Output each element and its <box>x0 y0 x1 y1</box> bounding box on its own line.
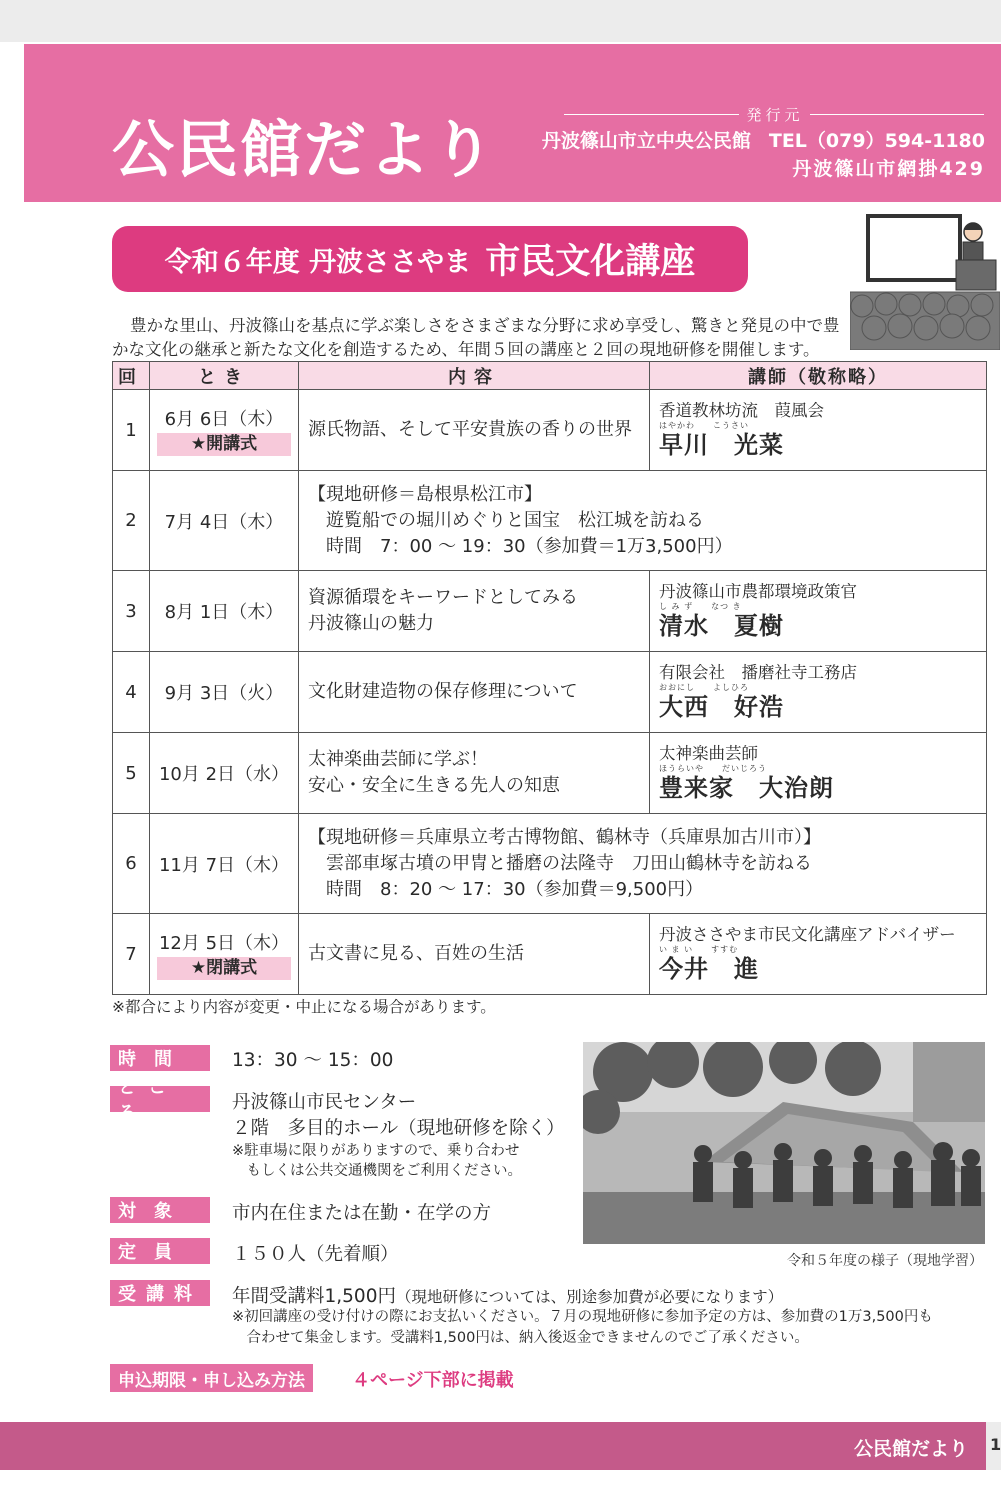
target-value: 市内在住または在勤・在学の方 <box>232 1203 492 1224</box>
fee-paren: （現地研修については、別途参加費が必要になります） <box>395 1288 784 1306</box>
lecturer-name: 清水 夏樹 <box>659 612 784 640</box>
fee-main: 年間受講料1,500円 <box>232 1286 396 1307</box>
intro-line: 豊かな里山、丹波篠山を基点に学ぶ楽しさをさまざまな分野に求め享受し、驚きと発見の中で豊 <box>130 316 840 335</box>
lecturer-name: 今井 進 <box>659 955 759 983</box>
row-date: 8月 1日（木） <box>150 571 299 652</box>
row-lecturer <box>650 571 987 652</box>
row-content <box>299 652 650 733</box>
row-date-cell <box>150 390 299 471</box>
lecturer-org: 丹波篠山市農都環境政策官 <box>659 582 857 601</box>
lecturer-ruby: おおにし よしひろ <box>659 683 749 692</box>
publisher-tel: TEL（079）594-1180 <box>768 130 985 152</box>
row-content <box>299 471 987 571</box>
publisher-label <box>564 104 984 125</box>
lecturer-org: 丹波ささやま市民文化講座アドバイザー <box>659 925 956 944</box>
row-date: 10月 2日（水） <box>150 733 299 814</box>
table-row <box>113 390 987 471</box>
intro-text <box>112 314 852 362</box>
course-banner <box>112 226 748 292</box>
fee-note: 合わせて集金します。受講料1,500円は、納入後返金できませんのでご了承ください。 <box>232 1330 809 1346</box>
column-header-lecturer: 講師（敬称略） <box>650 362 987 390</box>
content-line: 時間 7：00 ～ 19：30（参加費＝1万3,500円） <box>308 535 733 557</box>
row-content <box>299 733 650 814</box>
column-header-num: 回 <box>113 362 150 390</box>
place-note: もしくは公共交通機関をご利用ください。 <box>232 1163 522 1179</box>
intro-line: かな文化の継承と新たな文化を創造するため、年間５回の講座と２回の現地研修を開催します。 <box>112 340 820 359</box>
row-content <box>299 914 650 995</box>
ceremony-tag: ★開講式 <box>157 433 291 456</box>
content-line: 源氏物語、そして平安貴族の香りの世界 <box>308 419 632 440</box>
row-number: 4 <box>113 652 150 733</box>
publisher-name: 丹波篠山市立中央公民館 <box>541 130 751 152</box>
row-number: 7 <box>113 914 150 995</box>
capacity-value: １５０人（先着順） <box>232 1244 399 1265</box>
row-number: 5 <box>113 733 150 814</box>
lecturer-name: 大西 好浩 <box>659 693 784 721</box>
content-line: 遊覧船での堀川めぐりと国宝 松江城を訪ねる <box>308 509 704 531</box>
lecturer-name: 早川 光菜 <box>659 431 784 459</box>
row-number: 2 <box>113 471 150 571</box>
content-line: 【現地研修＝兵庫県立考古博物館、鶴林寺（兵庫県加古川市）】 <box>308 826 821 848</box>
row-content <box>299 814 987 914</box>
lecturer-org: 香道教林坊流 葭風会 <box>659 401 824 420</box>
page-number-tab <box>986 1422 1001 1470</box>
row-number: 3 <box>113 571 150 652</box>
row-lecturer <box>650 652 987 733</box>
label-text: 受講料 <box>118 1284 202 1305</box>
content-line: 【現地研修＝島根県松江市】 <box>308 483 542 505</box>
ceremony-tag: ★閉講式 <box>157 957 291 980</box>
column-header-date: とき <box>150 362 299 390</box>
lecture-illustration <box>850 210 1000 350</box>
lecturer-ruby: し み ず なつ き <box>659 602 742 611</box>
row-date: 6月 6日（木） <box>164 408 284 430</box>
row-date: 9月 3日（火） <box>150 652 299 733</box>
content-line: 安心・安全に生きる先人の知恵 <box>308 775 560 796</box>
lecturer-ruby: い ま い すすむ <box>659 945 739 954</box>
row-date: 7月 4日（木） <box>150 471 299 571</box>
fee-value <box>232 1282 783 1308</box>
content-line: 資源循環をキーワードとしてみる <box>308 587 578 608</box>
capacity-label <box>110 1238 210 1264</box>
lecturer-name: 豊来家 大治朗 <box>659 774 834 802</box>
divider <box>564 114 739 115</box>
activity-photo <box>583 1042 985 1244</box>
newsletter-title: 公民館だより <box>112 113 497 186</box>
row-content <box>299 571 650 652</box>
place-floor: ２階 多目的ホール（現地研修を除く） <box>232 1118 565 1139</box>
schedule-table <box>112 361 987 995</box>
label-text: 定 員 <box>118 1242 172 1263</box>
photo-caption: 令和５年度の様子（現地学習） <box>787 1253 983 1269</box>
row-number: 1 <box>113 390 150 471</box>
place-value: 丹波篠山市民センター <box>232 1092 417 1113</box>
content-line: 文化財建造物の保存修理について <box>308 681 578 702</box>
row-date-cell <box>150 914 299 995</box>
label-text: 時 間 <box>118 1049 172 1070</box>
footer-title: 公民館だより <box>853 1438 968 1460</box>
label-text: ところ <box>118 1077 178 1124</box>
row-lecturer <box>650 733 987 814</box>
time-value: 13：30 ～ 15：00 <box>232 1050 394 1071</box>
row-content <box>299 390 650 471</box>
row-lecturer <box>650 914 987 995</box>
apply-label: 申込期限・申し込み方法 <box>110 1364 313 1392</box>
label-text: 対 象 <box>118 1201 172 1222</box>
row-lecturer <box>650 390 987 471</box>
lecturer-org: 太神楽曲芸師 <box>659 744 758 763</box>
schedule-note: ※都合により内容が変更・中止になる場合があります。 <box>112 998 496 1016</box>
table-row <box>113 571 987 652</box>
lecturer-ruby: ほうらいや だいじろう <box>659 764 767 773</box>
target-label <box>110 1197 210 1223</box>
footer-bar <box>0 1422 986 1470</box>
content-line: 雲部車塚古墳の甲冑と播磨の法隆寺 刀田山鶴林寺を訪ねる <box>308 852 812 874</box>
content-line: 古文書に見る、百姓の生活 <box>308 943 524 964</box>
table-row <box>113 471 987 571</box>
lecturer-ruby: はやかわ こうさい <box>659 421 749 430</box>
fee-note: ※初回講座の受け付けの際にお支払いください。７月の現地研修に参加予定の方は、参加費の1万3,500円も <box>232 1309 933 1325</box>
header-banner <box>24 44 1001 202</box>
table-row <box>113 733 987 814</box>
photo-image <box>583 1042 985 1244</box>
lecturer-org: 有限会社 播磨社寺工務店 <box>659 663 857 682</box>
table-row <box>113 914 987 995</box>
divider <box>810 114 985 115</box>
table-row <box>113 814 987 914</box>
banner-main: 市民文化講座 <box>485 242 696 282</box>
page-number: 1 <box>990 1435 1001 1454</box>
row-number: 6 <box>113 814 150 914</box>
content-line: 丹波篠山の魅力 <box>308 613 434 634</box>
publisher-address: 丹波篠山市網掛429 <box>792 158 985 180</box>
place-note: ※駐車場に限りがありますので、乗り合わせ <box>232 1143 520 1159</box>
publisher-label-text: 発行元 <box>746 106 804 124</box>
fee-label <box>110 1280 210 1306</box>
apply-reference: ４ページ下部に掲載 <box>352 1370 514 1391</box>
publisher-contact <box>542 126 985 153</box>
row-date: 12月 5日（木） <box>158 932 290 954</box>
content-line: 時間 8：20 ～ 17：30（参加費＝9,500円） <box>308 878 704 900</box>
newsletter-page <box>0 42 1001 1500</box>
time-label <box>110 1045 210 1071</box>
place-label <box>110 1077 210 1124</box>
row-date: 11月 7日（木） <box>150 814 299 914</box>
table-header-row <box>113 362 987 390</box>
table-row <box>113 652 987 733</box>
content-line: 太神楽曲芸師に学ぶ！ <box>308 749 488 770</box>
banner-prefix: 令和６年度 丹波ささやま <box>164 246 472 278</box>
column-header-content: 内容 <box>299 362 650 390</box>
